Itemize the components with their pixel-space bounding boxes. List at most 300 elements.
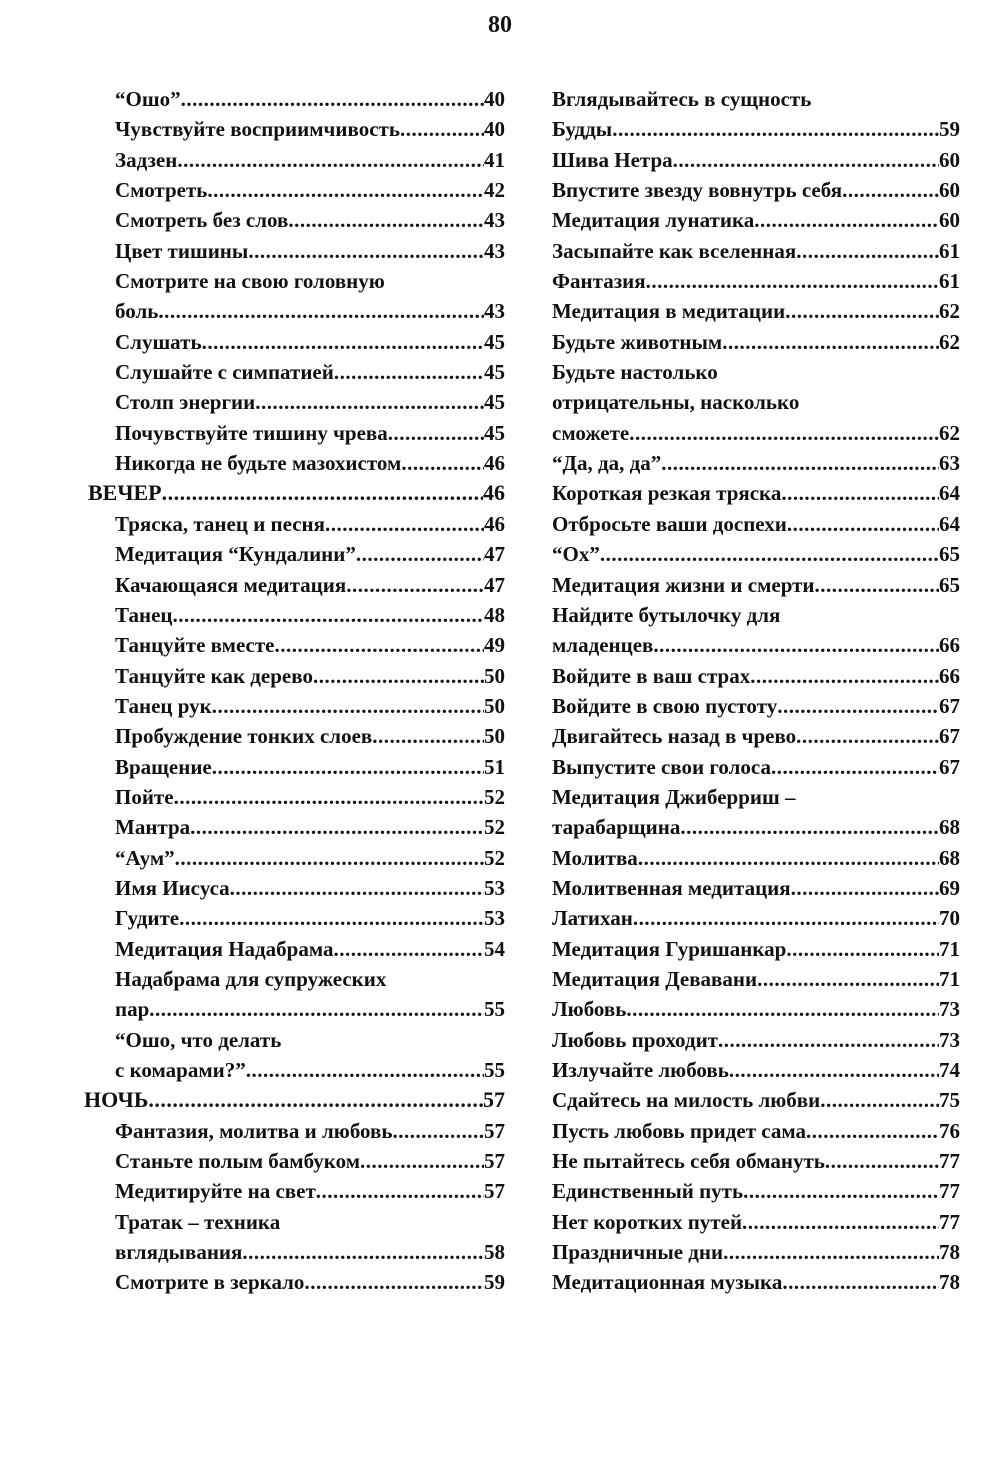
toc-entry xyxy=(80,205,505,235)
toc-entry-title: Почувствуйте тишину чрева xyxy=(115,420,388,445)
dot-leader xyxy=(212,752,484,782)
toc-entry-title: Цвет тишины xyxy=(115,238,249,263)
toc-entry-title: Медитация жизни и смерти xyxy=(552,572,815,597)
dot-leader xyxy=(806,1116,939,1146)
toc-entry-title: Смотрите в зеркало xyxy=(115,1270,305,1295)
dot-leader xyxy=(202,327,484,357)
toc-entry-title: Мантра xyxy=(115,815,191,840)
toc-entry-title: вглядывания xyxy=(115,1240,243,1265)
toc-entry xyxy=(552,752,960,782)
toc-entry xyxy=(80,236,505,266)
toc-entry-title: Медитация в медитации xyxy=(552,299,786,324)
dot-leader xyxy=(646,266,939,296)
toc-entry-page: 51 xyxy=(484,754,505,779)
toc-entry-title: Сдайтесь на милость любви xyxy=(552,1088,821,1113)
dot-leader xyxy=(175,843,484,873)
toc-entry-page: 50 xyxy=(484,693,505,718)
dot-leader xyxy=(162,478,483,508)
dot-leader xyxy=(212,691,484,721)
dot-leader xyxy=(825,1146,939,1176)
dot-leader xyxy=(796,721,939,751)
toc-entry-title: Имя Иисуса xyxy=(115,875,230,900)
dot-leader xyxy=(723,1237,939,1267)
toc-entry-page: 54 xyxy=(484,936,505,961)
toc-entry-page: 75 xyxy=(939,1088,960,1113)
toc-entry-page: 62 xyxy=(939,329,960,354)
toc-entry xyxy=(552,1025,960,1055)
dot-leader xyxy=(718,1025,939,1055)
toc-entry-page: 71 xyxy=(939,936,960,961)
toc-entry xyxy=(552,84,960,114)
toc-entry xyxy=(80,600,505,630)
toc-entry xyxy=(80,418,505,448)
toc-entry xyxy=(80,964,505,994)
dot-leader xyxy=(680,812,939,842)
toc-entry-title: Двигайтесь назад в чрево xyxy=(552,724,797,749)
toc-entry-title: “Аум” xyxy=(115,845,175,870)
toc-entry xyxy=(80,661,505,691)
toc-entry xyxy=(552,812,960,842)
toc-entry-title: Качающаяся медитация xyxy=(115,572,347,597)
toc-entry xyxy=(552,175,960,205)
toc-entry-title: Войдите в ваш страх xyxy=(552,663,751,688)
dot-leader xyxy=(325,509,484,539)
dot-leader xyxy=(653,630,939,660)
dot-leader xyxy=(334,357,484,387)
toc-entry xyxy=(80,782,505,812)
dot-leader xyxy=(149,994,484,1024)
dot-leader xyxy=(638,843,939,873)
toc-entry-page: 40 xyxy=(484,87,505,111)
dot-leader xyxy=(786,934,939,964)
toc-entry-page: 52 xyxy=(484,815,505,840)
toc-entry xyxy=(80,266,505,296)
dot-leader xyxy=(173,600,484,630)
toc-entry xyxy=(80,145,505,175)
toc-entry-page: 74 xyxy=(939,1058,960,1082)
toc-entry xyxy=(80,812,505,842)
toc-entry-page: 47 xyxy=(484,542,505,567)
toc-entry-title: Никогда не будьте мазохистом xyxy=(115,451,402,476)
dot-leader xyxy=(334,934,485,964)
toc-entry-page: 68 xyxy=(939,845,960,870)
toc-entry-title: Медитация лунатика xyxy=(552,208,755,233)
dot-leader xyxy=(316,1176,484,1206)
toc-entry-page: 58 xyxy=(484,1240,505,1265)
toc-entry-title: Найдите бутылочку для xyxy=(552,602,781,627)
toc-entry-title: Впустите звезду вовнутрь себя xyxy=(552,178,843,203)
toc-entry xyxy=(552,630,960,660)
dot-leader xyxy=(782,1267,939,1297)
toc-entry-page: 77 xyxy=(939,1209,960,1234)
toc-entry-title: Слушайте с симпатией xyxy=(115,360,334,385)
toc-entry-title: Фантазия, молитва и любовь xyxy=(115,1118,393,1143)
dot-leader xyxy=(388,418,484,448)
dot-leader xyxy=(207,175,484,205)
toc-entry xyxy=(552,1237,960,1267)
dot-leader xyxy=(629,418,939,448)
dot-leader xyxy=(148,1085,483,1115)
toc-entry-page: 49 xyxy=(484,633,505,658)
dot-leader xyxy=(661,448,939,478)
toc-entry-page: 67 xyxy=(939,693,960,718)
toc-entry-page: 78 xyxy=(939,1270,960,1295)
dot-leader xyxy=(360,1146,484,1176)
toc-entry xyxy=(552,387,960,417)
toc-section-heading xyxy=(80,1085,505,1115)
toc-entry-title: Медитируйте на свет xyxy=(115,1179,316,1204)
toc-entry-page: 73 xyxy=(939,997,960,1022)
dot-leader xyxy=(246,1055,484,1085)
toc-entry-title: Медитация “Кундалини” xyxy=(115,542,356,567)
toc-entry-title: Молитвенная медитация xyxy=(552,875,791,900)
toc-entry-title: с комарами?” xyxy=(115,1058,246,1082)
toc-entry-page: 53 xyxy=(484,875,505,900)
toc-entry-page: 57 xyxy=(484,1179,505,1204)
toc-entry xyxy=(552,327,960,357)
dot-leader xyxy=(400,114,484,144)
toc-entry xyxy=(552,782,960,812)
toc-entry-title: Гудите xyxy=(115,906,180,931)
toc-entry-page: 76 xyxy=(939,1118,960,1143)
toc-entry-page: 77 xyxy=(939,1149,960,1174)
toc-entry-title: Медитация Гуришанкар xyxy=(552,936,787,961)
toc-entry xyxy=(80,387,505,417)
toc-entry-title: “Да, да, да” xyxy=(552,451,662,476)
toc-entry-title: Тратак – техника xyxy=(115,1209,281,1234)
toc-entry-title: Войдите в свою пустоту xyxy=(552,693,778,718)
toc-entry-page: 50 xyxy=(484,663,505,688)
toc-entry xyxy=(552,873,960,903)
toc-entry-title: Будьте настолько xyxy=(552,360,718,385)
toc-entry-page: 45 xyxy=(484,360,505,385)
toc-entry-title: Танец рук xyxy=(115,693,212,718)
toc-entry-title: Медитация Джиберриш – xyxy=(552,784,796,809)
dot-leader xyxy=(742,1207,939,1237)
toc-entry xyxy=(80,327,505,357)
toc-entry xyxy=(552,1207,960,1237)
dot-leader xyxy=(600,539,939,569)
toc-entry xyxy=(80,691,505,721)
toc-entry xyxy=(80,1055,505,1085)
dot-leader xyxy=(785,296,939,326)
toc-entry-page: 77 xyxy=(939,1179,960,1204)
toc-entry xyxy=(80,1267,505,1297)
toc-entry-title: Пойте xyxy=(115,784,174,809)
toc-right-column xyxy=(552,84,960,1298)
toc-entry xyxy=(80,84,505,114)
toc-entry xyxy=(80,175,505,205)
toc-entry-title: “Ох” xyxy=(552,542,600,567)
toc-entry-title: Смотрите на свою головную xyxy=(115,269,385,294)
toc-entry-page: 46 xyxy=(484,511,505,536)
toc-entry-title: Столп энергии xyxy=(115,390,256,415)
toc-entry-page: 57 xyxy=(484,1149,505,1174)
dot-leader xyxy=(401,448,484,478)
toc-entry-title: Выпустите свои голоса xyxy=(552,754,771,779)
toc-entry xyxy=(552,843,960,873)
toc-entry xyxy=(552,539,960,569)
toc-entry-page: 45 xyxy=(484,390,505,415)
toc-entry xyxy=(80,630,505,660)
toc-entry xyxy=(552,266,960,296)
toc-entry-page: 59 xyxy=(484,1270,505,1295)
toc-entry-page: 64 xyxy=(939,481,960,506)
dot-leader xyxy=(242,1237,484,1267)
dot-leader xyxy=(179,903,484,933)
toc-entry-title: Задзен xyxy=(115,147,178,172)
toc-entry-page: 78 xyxy=(939,1240,960,1265)
toc-entry-title: Излучайте любовь xyxy=(552,1058,729,1082)
dot-leader xyxy=(796,236,939,266)
dot-leader xyxy=(633,903,939,933)
toc-entry-title: Засыпайте как вселенная xyxy=(552,238,797,263)
toc-entry xyxy=(552,994,960,1024)
toc-entry xyxy=(552,721,960,751)
toc-entry xyxy=(552,1267,960,1297)
dot-leader xyxy=(304,1267,484,1297)
toc-entry-title: Пробуждение тонких слоев xyxy=(115,724,373,749)
dot-leader xyxy=(673,145,939,175)
toc-entry xyxy=(552,478,960,508)
dot-leader xyxy=(275,630,485,660)
dot-leader xyxy=(372,721,484,751)
toc-entry-page: 68 xyxy=(939,815,960,840)
toc-entry xyxy=(80,296,505,326)
toc-entry-title: Смотреть без слов xyxy=(115,208,289,233)
toc-entry-title: Любовь проходит xyxy=(552,1027,718,1052)
toc-entry-title: Танец xyxy=(115,602,173,627)
toc-entry xyxy=(80,873,505,903)
toc-entry-title: пар xyxy=(115,997,150,1022)
toc-entry xyxy=(552,1116,960,1146)
toc-entry-page: 46 xyxy=(484,451,505,476)
toc-entry xyxy=(80,1146,505,1176)
toc-entry xyxy=(552,145,960,175)
toc-entry-page: 61 xyxy=(939,269,960,294)
toc-entry-page: 50 xyxy=(484,724,505,749)
toc-entry xyxy=(552,296,960,326)
dot-leader xyxy=(757,964,939,994)
toc-entry-title: Нет коротких путей xyxy=(552,1209,743,1234)
toc-entry xyxy=(80,843,505,873)
toc-entry xyxy=(552,236,960,266)
toc-entry-title: Тряска, танец и песня xyxy=(115,511,325,536)
toc-entry-title: Пусть любовь придет сама xyxy=(552,1118,807,1143)
toc-entry xyxy=(552,903,960,933)
toc-entry xyxy=(80,570,505,600)
toc-entry xyxy=(552,357,960,387)
toc-entry-title: Медитация Девавани xyxy=(552,966,758,991)
dot-leader xyxy=(313,661,484,691)
toc-entry-page: 64 xyxy=(939,511,960,536)
toc-entry xyxy=(552,964,960,994)
toc-entry-title: “Ошо” xyxy=(115,87,181,111)
toc-entry-page: 55 xyxy=(484,1058,505,1082)
toc-entry-page: 43 xyxy=(484,299,505,324)
toc-entry-page: 45 xyxy=(484,329,505,354)
toc-entry-title: “Ошо, что делать xyxy=(115,1027,282,1052)
toc-entry-title: Шива Нетра xyxy=(552,147,673,172)
dot-leader xyxy=(781,478,939,508)
toc-entry-title: Смотреть xyxy=(115,178,208,203)
toc-entry-page: 70 xyxy=(939,906,960,931)
toc-entry xyxy=(80,994,505,1024)
toc-entry xyxy=(552,205,960,235)
toc-entry xyxy=(80,1237,505,1267)
toc-entry xyxy=(552,570,960,600)
toc-entry-title: Вращение xyxy=(115,754,212,779)
dot-leader xyxy=(842,175,939,205)
dot-leader xyxy=(787,509,939,539)
toc-entry-page: 52 xyxy=(484,784,505,809)
toc-entry-title: Любовь xyxy=(552,997,627,1022)
toc-entry-page: 71 xyxy=(939,966,960,991)
dot-leader xyxy=(255,387,484,417)
toc-entry xyxy=(80,1025,505,1055)
dot-leader xyxy=(158,296,484,326)
toc-entry xyxy=(552,418,960,448)
toc-entry-title: Не пытайтесь себя обмануть xyxy=(552,1149,825,1174)
toc-entry-title: Медитация Надабрама xyxy=(115,936,334,961)
toc-entry-title: Станьте полым бамбуком xyxy=(115,1149,361,1174)
dot-leader xyxy=(392,1116,484,1146)
toc-entry-page: 73 xyxy=(939,1027,960,1052)
toc-entry xyxy=(80,357,505,387)
toc-entry xyxy=(80,448,505,478)
toc-entry-page: 62 xyxy=(939,299,960,324)
toc-entry-page: 47 xyxy=(484,572,505,597)
toc-entry-page: 65 xyxy=(939,572,960,597)
toc-entry-title: сможете xyxy=(552,420,630,445)
toc-entry xyxy=(80,114,505,144)
toc-entry-title: тарабарщина xyxy=(552,815,681,840)
toc-entry-title: Надабрама для супружеских xyxy=(115,966,387,991)
toc-entry xyxy=(552,934,960,964)
toc-entry-page: 69 xyxy=(939,875,960,900)
toc-entry-page: 46 xyxy=(483,480,505,506)
dot-leader xyxy=(190,812,484,842)
dot-leader xyxy=(174,782,484,812)
toc-entry-page: 65 xyxy=(939,542,960,567)
toc-entry-title: Единственный путь xyxy=(552,1179,744,1204)
toc-entry-page: 41 xyxy=(484,147,505,172)
toc-entry xyxy=(80,721,505,751)
toc-entry-page: 67 xyxy=(939,724,960,749)
dot-leader xyxy=(754,205,939,235)
toc-entry-title: Молитва xyxy=(552,845,638,870)
toc-entry-page: 42 xyxy=(484,178,505,203)
toc-entry xyxy=(552,114,960,144)
toc-entry xyxy=(552,448,960,478)
toc-entry-page: 40 xyxy=(484,117,505,142)
dot-leader xyxy=(177,145,484,175)
toc-entry xyxy=(80,934,505,964)
toc-entry xyxy=(80,752,505,782)
dot-leader xyxy=(791,873,939,903)
dot-leader xyxy=(181,84,484,114)
toc-entry xyxy=(80,1176,505,1206)
toc-entry-page: 66 xyxy=(939,633,960,658)
toc-entry-title: боль xyxy=(115,299,159,324)
toc-entry-page: 67 xyxy=(939,754,960,779)
toc-entry-title: Танцуйте как дерево xyxy=(115,663,313,688)
toc-entry-page: 53 xyxy=(484,906,505,931)
toc-entry-title: Танцуйте вместе xyxy=(115,633,275,658)
toc-entry xyxy=(552,1176,960,1206)
dot-leader xyxy=(626,994,939,1024)
toc-entry-page: 61 xyxy=(939,238,960,263)
toc-entry-title: отрицательны, насколько xyxy=(552,390,800,415)
toc-entry-page: 55 xyxy=(484,997,505,1022)
toc-entry-page: 63 xyxy=(939,451,960,476)
toc-entry-page: 57 xyxy=(484,1118,505,1143)
dot-leader xyxy=(750,661,939,691)
toc-entry-page: 43 xyxy=(484,238,505,263)
toc-entry xyxy=(80,1207,505,1237)
toc-entry-page: 43 xyxy=(484,208,505,233)
toc-entry-page: 48 xyxy=(484,602,505,627)
toc-entry-page: 66 xyxy=(939,663,960,688)
toc-left-column xyxy=(80,84,505,1298)
toc-entry xyxy=(80,539,505,569)
toc-entry xyxy=(552,691,960,721)
toc-entry-page: 59 xyxy=(939,117,960,142)
toc-entry-page: 60 xyxy=(939,147,960,172)
dot-leader xyxy=(248,236,484,266)
toc-entry-title: Вглядывайтесь в сущность xyxy=(552,87,812,111)
dot-leader xyxy=(743,1176,939,1206)
toc-entry xyxy=(552,661,960,691)
toc-entry xyxy=(80,1116,505,1146)
toc-entry-title: Латихан xyxy=(552,906,633,931)
toc-entry xyxy=(80,509,505,539)
dot-leader xyxy=(230,873,484,903)
toc-entry-title: НОЧЬ xyxy=(84,1087,149,1113)
toc-entry-title: Короткая резкая тряска xyxy=(552,481,782,506)
dot-leader xyxy=(820,1085,939,1115)
toc-entry xyxy=(552,1055,960,1085)
dot-leader xyxy=(356,539,484,569)
toc-entry-title: Медитационная музыка xyxy=(552,1270,783,1295)
toc-entry-page: 60 xyxy=(939,178,960,203)
toc-entry-title: Фантазия xyxy=(552,269,646,294)
toc-entry-title: ВЕЧЕР xyxy=(88,480,162,506)
toc-section-heading xyxy=(80,478,505,508)
toc-entry xyxy=(80,903,505,933)
dot-leader xyxy=(729,1055,939,1085)
dot-leader xyxy=(815,570,939,600)
toc-entry-page: 60 xyxy=(939,208,960,233)
toc-entry-title: Праздничные дни xyxy=(552,1240,724,1265)
dot-leader xyxy=(346,570,484,600)
dot-leader xyxy=(612,114,939,144)
toc-entry xyxy=(552,600,960,630)
dot-leader xyxy=(771,752,939,782)
toc-entry-page: 57 xyxy=(483,1087,505,1113)
toc-entry xyxy=(552,509,960,539)
toc-entry xyxy=(552,1085,960,1115)
toc-entry-page: 52 xyxy=(484,845,505,870)
dot-leader xyxy=(288,205,484,235)
toc-entry-title: Отбросьте ваши доспехи xyxy=(552,511,787,536)
toc-entry-title: Будды xyxy=(552,117,613,142)
toc-entry-title: младенцев xyxy=(552,633,654,658)
dot-leader xyxy=(777,691,939,721)
toc-entry-page: 45 xyxy=(484,420,505,445)
dot-leader xyxy=(722,327,939,357)
toc-entry-page: 62 xyxy=(939,420,960,445)
